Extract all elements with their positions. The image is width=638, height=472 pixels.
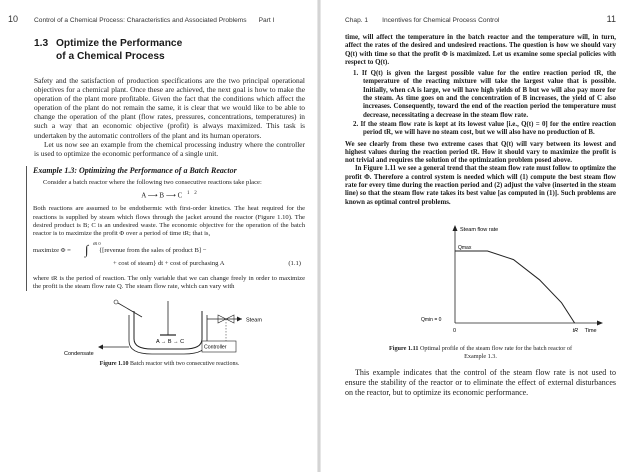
y-axis-arrow <box>453 225 458 231</box>
steam-profile-chart <box>345 213 616 341</box>
right-running-header <box>345 14 616 24</box>
section-title-line1: Optimize the Performance <box>56 38 183 49</box>
qmin-label: Qmin = 0 <box>421 316 442 323</box>
reaction-k1: 1 <box>187 191 190 197</box>
section-title-line2: of a Chemical Process <box>56 50 165 62</box>
left-running-head: Control of a Chemical Process: Characteristics and Associated Problems <box>34 17 247 24</box>
qmax-label: Qmax <box>458 244 472 251</box>
section-title <box>34 38 305 63</box>
fig-label-steam: Steam <box>246 317 262 324</box>
figure-1-10-label: Figure 1.10 <box>99 361 129 368</box>
reaction-scheme <box>33 191 305 199</box>
left-paragraph-1: Safety and the satisfaction of production specifications are the two principal operational objectives for a chemical plant. Once these are achieved, the next goal is how to make the operation of the plant more profitable. Given the fact that the conditions which affect the operation of the plant do not remain the same, it is clear that we would like to be able to change the operation of the plant (flow rates, pressures, concentrations, temperatures) in such a way that an economic objective (profit) is always maximized. This task is undertaken by the automatic controllers of the plant and its human operators. <box>34 76 305 140</box>
fig-label-controller: Controller <box>204 344 227 351</box>
steam-flow-series-line <box>455 251 575 323</box>
x-end-label: tR <box>572 327 579 334</box>
closing-paragraph: This example indicates that the control of the steam flow rate is not used to ensure the stability of the reactor or to eliminate the effect of external disturbances on the reactor, but to optimize its economic performance. <box>345 368 616 398</box>
right-paragraph-3: In Figure 1.11 we see a general trend that the steam flow rate must follow to optimize the profit Φ. Therefore a control system is needed which will (1) compute the best steam flow rate for every time during the reaction period and (2) adjust the valve (inserted in the steam line) so that the steam flow rate takes its best value [as computed in (1)]. Such problems are known as optimal control problems. <box>345 165 616 206</box>
figure-1-11 <box>345 213 616 343</box>
left-paragraph-2: Let us now see an example from the chemical processing industry where the controller is used to optimize the economic performance of a single unit. <box>34 139 305 158</box>
reaction-k2: 2 <box>194 191 197 197</box>
figure-1-10-text: Batch reactor with two consecutive reactions. <box>130 361 240 368</box>
section-number: 1.3 <box>34 38 49 49</box>
policy-item-2: 2. If the steam flow rate is kept at its lowest value [i.e., Q(t) = 0] for the entire reaction period tR, we will have no steam cost, but we will also have no production of B. <box>353 120 616 137</box>
x-axis-arrow <box>597 320 603 325</box>
figure-1-11-label: Figure 1.11 <box>388 344 419 352</box>
fig-label-reaction: A → B → C <box>156 339 185 346</box>
figure-1-10-caption <box>34 361 305 367</box>
equation-1-1 <box>33 240 305 271</box>
right-paragraph-2: We see clearly from these two extreme cases that Q(t) will vary between its lowest and highest values during the reaction period tR. How it should vary to maximize the profit is not trivial and requires the solution of the optimization problem posed above. <box>345 140 616 165</box>
policy-list <box>353 70 616 137</box>
right-running-head: Incentives for Chemical Process Control <box>382 17 500 24</box>
example-tail: where tR is the period of reaction. The only variable that we can change freely in order to maximize the profit is the steam flow rate Q. The steam flow rate, which can vary with <box>33 274 305 290</box>
eq-line1: {[revenue from the sales of product B] − <box>99 246 207 254</box>
x-axis-label: Time <box>584 327 597 334</box>
example-intro: Consider a batch reactor where the following two consecutive reactions take place: <box>43 178 262 186</box>
figure-1-10 <box>34 297 305 357</box>
eq-line2: + cost of steam} dt + cost of purchasing A <box>113 259 225 267</box>
batch-reactor-diagram <box>34 297 305 357</box>
example-box <box>26 166 305 291</box>
y-axis-label: Steam flow rate <box>460 226 499 233</box>
policy-item-1: 1. If Q(t) is given the largest possible value for the entire reaction period tR, the temperature of the reacting mixture will take the largest value that is possible. Initially, when cA is large, we will have high yields of B but we will also pay more for the steam. As time goes on and the concentration of B increases, the yield of C also increases. Consequently, toward the end of the reaction period the temperature must decrease, necessitating a decrease in the steam flow rate. <box>353 70 616 119</box>
right-page-number: 11 <box>606 14 616 24</box>
figure-1-11-text: Optimal profile of the steam flow rate for the batch reactor of Example 1.3. <box>419 344 573 360</box>
figure-1-11-caption <box>345 345 616 360</box>
example-title: Example 1.3: Optimizing the Performance of a Batch Reactor <box>33 165 237 175</box>
left-part-label: Part I <box>258 17 275 24</box>
eq-limits: tR 0 <box>93 240 101 246</box>
right-chapter-label: Chap. 1 <box>345 17 369 24</box>
left-running-header <box>8 14 305 24</box>
reaction-equation: A ⟶ B ⟶ C <box>141 191 183 200</box>
right-paragraph-1: time, will affect the temperature in the batch reactor and the temperature will, in turn, affect the rates of the desired and undesired reactions. The question is how we should vary Q(t) with time so that the profit Φ is maximized. Let us examine some special policies with respect to Q(t). <box>345 34 616 66</box>
fig-label-condensate: Condensate <box>64 351 94 358</box>
eq-integral: ∫ <box>85 241 89 257</box>
left-page-number: 10 <box>8 14 19 24</box>
eq-lhs: maximize Φ = <box>33 246 71 254</box>
x-origin-label: 0 <box>453 327 457 334</box>
example-body: Both reactions are assumed to be endothermic with first-order kinetics. The heat required for the reactions is supplied by steam which flows through the jacket around the reactor (Figure 1.10). The desired product is B; C is an undesired waste. The economic objective for the operation of the batch reactor is to maximize the profit Φ over a period of time tR; that is, <box>33 205 305 238</box>
right-page <box>319 0 638 472</box>
eq-number: (1.1) <box>288 259 301 267</box>
